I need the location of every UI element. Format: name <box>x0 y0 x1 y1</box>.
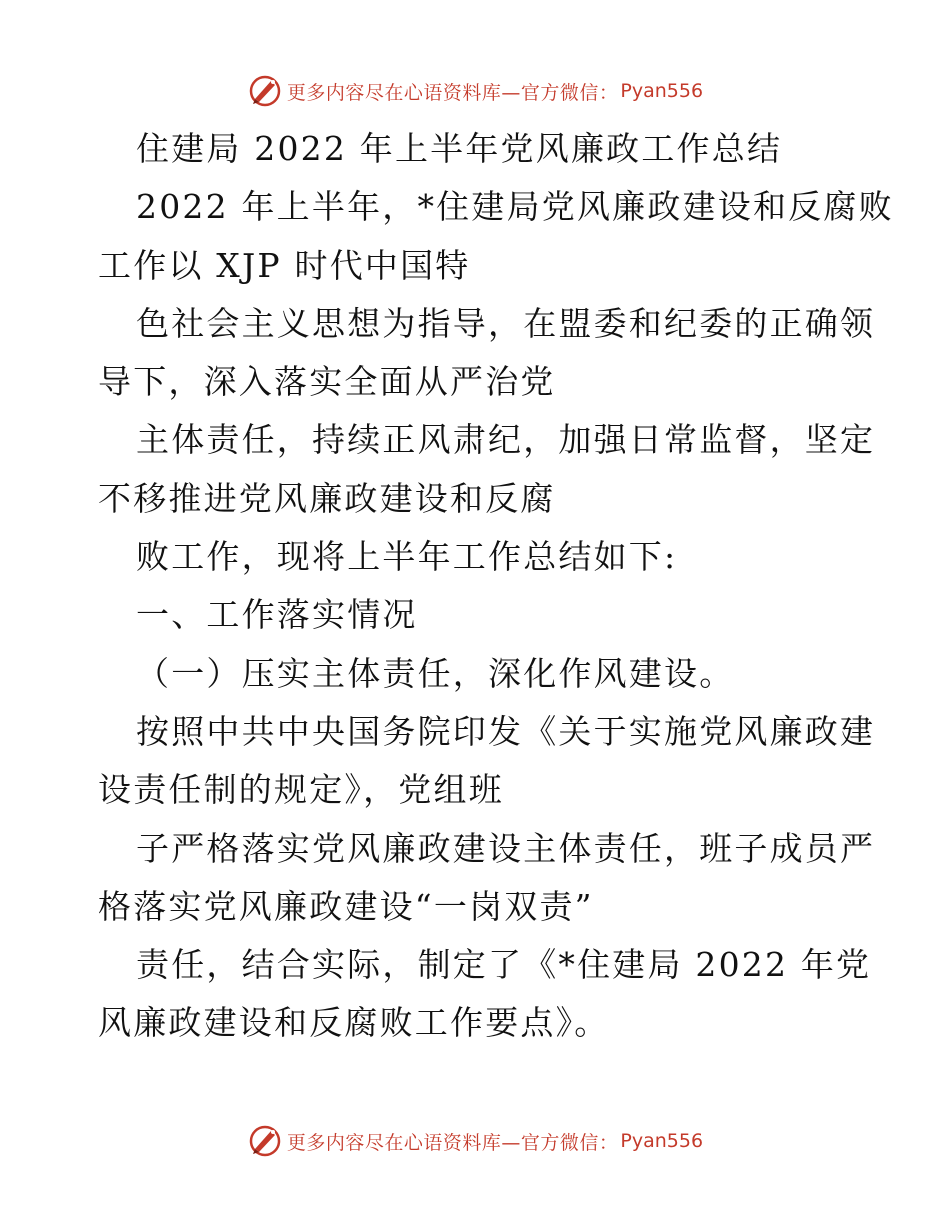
paragraph-line: 设责任制的规定》，党组班 <box>98 770 504 810</box>
footer-watermark <box>0 1121 950 1161</box>
paragraph-line: 按照中共中央国务院印发《关于实施党风廉政建 <box>136 711 876 751</box>
paragraph-line: 败工作，现将上半年工作总结如下: <box>136 537 678 577</box>
paragraph-line: 责任，结合实际，制定了《*住建局 2022 年党 <box>136 945 872 985</box>
paragraph-line: 导下，深入落实全面从严治党 <box>98 362 556 402</box>
paragraph-line: 子严格落实党风廉政建设主体责任，班子成员严 <box>136 828 876 868</box>
paragraph-line: 工作以 XJP 时代中国特 <box>98 245 471 285</box>
paragraph-line: 一、工作落实情况 <box>136 595 418 635</box>
document-body <box>98 120 894 1053</box>
paragraph-line: （一）压实主体责任，深化作风建设。 <box>136 653 735 693</box>
paragraph-line: 格落实党风廉政建设“一岗双责” <box>98 886 594 926</box>
paragraph-line: 风廉政建设和反腐败工作要点》。 <box>98 1003 610 1043</box>
header-watermark <box>0 71 950 111</box>
paragraph-line: 不移推进党风廉政建设和反腐 <box>98 478 556 518</box>
watermark-text: 更多内容尽在心语资料库—官方微信： <box>286 1131 619 1154</box>
watermark-text: 更多内容尽在心语资料库—官方微信： <box>286 81 619 104</box>
pen-circle-logo-icon <box>247 73 283 109</box>
watermark-handle: Pyan556 <box>620 80 704 102</box>
paragraph-line: 主体责任，持续正风肃纪，加强日常监督，坚定 <box>136 420 876 460</box>
watermark-handle: Pyan556 <box>620 1130 704 1152</box>
paragraph-line: 色社会主义思想为指导，在盟委和纪委的正确领 <box>136 303 876 343</box>
document-title: 住建局 2022 年上半年党风廉政工作总结 <box>136 129 783 168</box>
pen-circle-logo-icon <box>247 1123 283 1159</box>
paragraph-line: 2022 年上半年，*住建局党风廉政建设和反腐败 <box>136 187 894 227</box>
